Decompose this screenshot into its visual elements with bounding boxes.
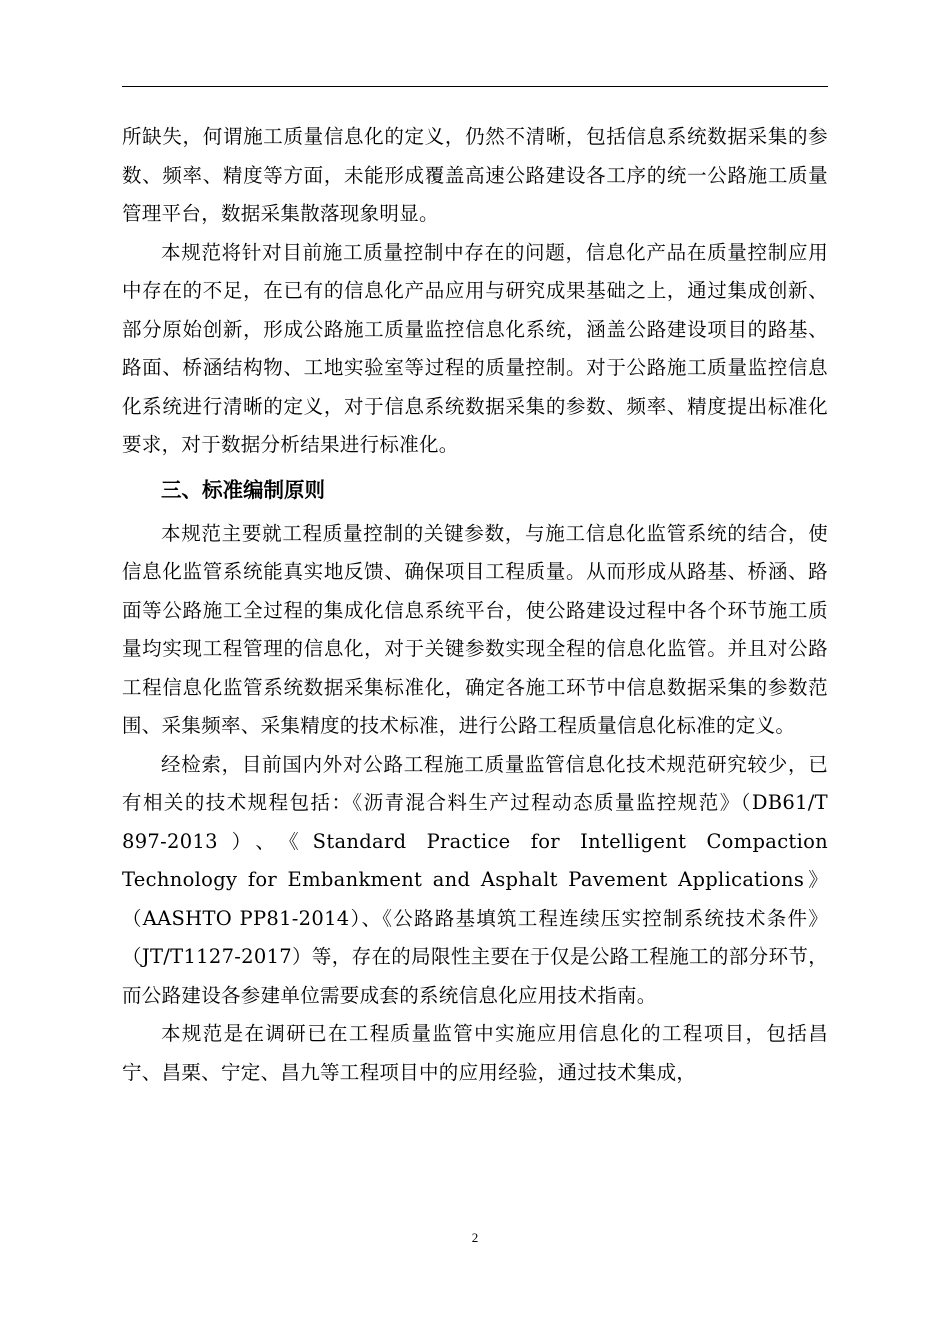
- page-content: [122, 118, 828, 1092]
- section-heading: 三、标准编制原则: [161, 477, 325, 502]
- page-number: 2: [471, 1230, 479, 1245]
- paragraph-5: 本规范是在调研已在工程质量监管中实施应用信息化的工程项目，包括昌宁、昌栗、宁定、昌九等工程项目中的应用经验，通过技术集成，: [122, 1022, 828, 1084]
- paragraph-2: 本规范将针对目前施工质量控制中存在的问题，信息化产品在质量控制应用中存在的不足，在已有的信息化产品应用与研究成果基础之上，通过集成创新、部分原始创新，形成公路施工质量监控信息化系统，涵盖公路建设项目的路基、路面、桥涵结构物、工地实验室等过程的质量控制。对于公路施工质量监控信息化系统进行清晰的定义，对于信息系统数据采集的参数、频率、精度提出标准化要求，对于数据分析结果进行标准化。: [122, 240, 828, 456]
- paragraph-1: 所缺失，何谓施工质量信息化的定义，仍然不清晰，包括信息系统数据采集的参数、频率、精度等方面，未能形成覆盖高速公路建设各工序的统一公路施工质量管理平台，数据采集散落现象明显。: [122, 125, 828, 225]
- paragraph-3: 本规范主要就工程质量控制的关键参数，与施工信息化监管系统的结合，使信息化监管系统能真实地反馈、确保项目工程质量。从而形成从路基、桥涵、路面等公路施工全过程的集成化信息系统平台，使公路建设过程中各个环节施工质量均实现工程管理的信息化，对于关键参数实现全程的信息化监管。并且对公路工程信息化监管系统数据采集标准化，确定各施工环节中信息数据采集的参数范围、采集频率、采集精度的技术标准，进行公路工程质量信息化标准的定义。: [122, 521, 828, 737]
- paragraph-4: 经检索，目前国内外对公路工程施工质量监管信息化技术规范研究较少，已有相关的技术规程包括：《沥青混合料生产过程动态质量监控规范》（DB61/T 897-2013）、《Standard Practice for Intelligent Compaction Technology for Embankment and Asphalt Pavement Applications》（AASHTO PP81-2014）、《公路路基填筑工程连续压实控制系统技术条件》（JT/T1127-2017）等，存在的局限性主要在于仅是公路工程施工的部分环节，而公路建设各参建单位需要成套的系统信息化应用技术指南。: [122, 752, 828, 1007]
- header-rule: [122, 86, 828, 87]
